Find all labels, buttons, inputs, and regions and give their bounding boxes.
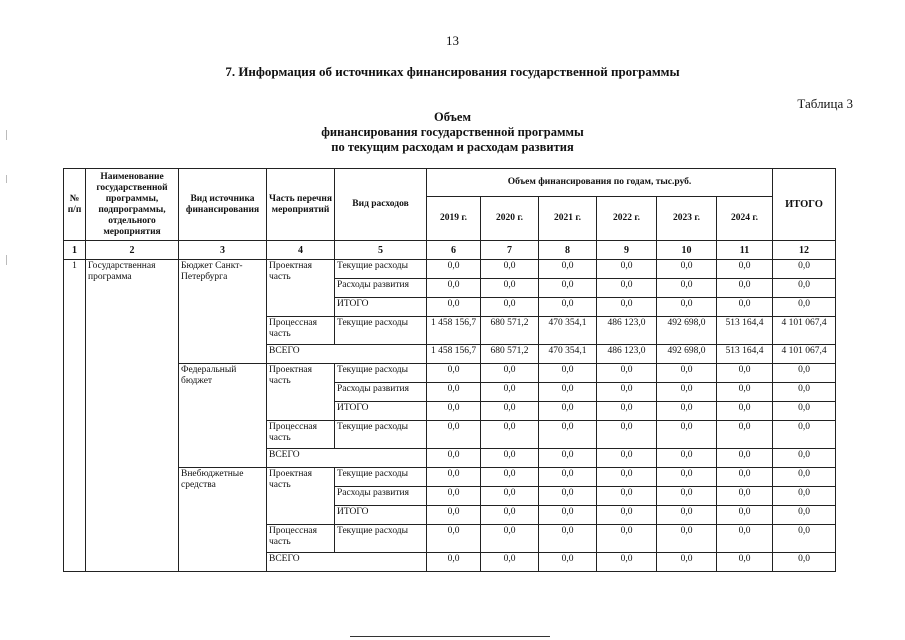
- total-cell: 0,0: [773, 468, 836, 487]
- value-cell: 492 698,0: [657, 345, 717, 364]
- value-cell: 0,0: [717, 449, 773, 468]
- part-label: Процессная часть: [267, 317, 335, 345]
- value-cell: 0,0: [427, 402, 481, 421]
- value-cell: 492 698,0: [657, 317, 717, 345]
- expense-type: Расходы развития: [335, 487, 427, 506]
- part-label: Проектная часть: [267, 260, 335, 317]
- column-number: 8: [539, 241, 597, 260]
- header-source: Вид источника финансирования: [179, 169, 267, 241]
- value-cell: 0,0: [597, 364, 657, 383]
- program-name: Государственная программа: [86, 260, 179, 572]
- value-cell: 0,0: [657, 449, 717, 468]
- value-cell: 0,0: [427, 279, 481, 298]
- expense-type: ИТОГО: [335, 298, 427, 317]
- total-cell: 0,0: [773, 487, 836, 506]
- column-number: 12: [773, 241, 836, 260]
- value-cell: 0,0: [657, 468, 717, 487]
- page-number: 13: [446, 33, 459, 48]
- value-cell: 0,0: [597, 402, 657, 421]
- column-number: 6: [427, 241, 481, 260]
- header-year: 2020 г.: [481, 197, 539, 241]
- header-program: Наименование государственной программы, подпрограммы, отдельного мероприятия: [86, 169, 179, 241]
- total-cell: 0,0: [773, 298, 836, 317]
- expense-type: Текущие расходы: [335, 364, 427, 383]
- vsego-label: ВСЕГО: [267, 449, 427, 468]
- value-cell: 0,0: [481, 487, 539, 506]
- column-number: 5: [335, 241, 427, 260]
- table-row: [64, 260, 836, 279]
- expense-type: ИТОГО: [335, 402, 427, 421]
- value-cell: 0,0: [427, 364, 481, 383]
- value-cell: 0,0: [539, 449, 597, 468]
- value-cell: 513 164,4: [717, 345, 773, 364]
- funding-source: Внебюджетные средства: [179, 468, 267, 572]
- value-cell: 0,0: [427, 449, 481, 468]
- table-title-line-1: Объем: [433, 110, 471, 124]
- margin-scan-mark: [6, 255, 7, 265]
- value-cell: 680 571,2: [481, 345, 539, 364]
- value-cell: 0,0: [539, 402, 597, 421]
- expense-type: Текущие расходы: [335, 317, 427, 345]
- total-cell: 0,0: [773, 553, 836, 572]
- table-title-line-3: по текущим расходам и расходам развития: [331, 140, 574, 154]
- part-label: Проектная часть: [267, 468, 335, 525]
- value-cell: 0,0: [657, 298, 717, 317]
- header-year: 2022 г.: [597, 197, 657, 241]
- value-cell: 0,0: [427, 487, 481, 506]
- value-cell: 680 571,2: [481, 317, 539, 345]
- value-cell: 0,0: [657, 279, 717, 298]
- value-cell: 0,0: [539, 279, 597, 298]
- value-cell: 0,0: [539, 383, 597, 402]
- expense-type: Расходы развития: [335, 383, 427, 402]
- expense-type: Текущие расходы: [335, 421, 427, 449]
- header-num: № п/п: [64, 169, 86, 241]
- value-cell: 0,0: [481, 402, 539, 421]
- vsego-label: ВСЕГО: [267, 553, 427, 572]
- column-number: 4: [267, 241, 335, 260]
- value-cell: 0,0: [427, 383, 481, 402]
- value-cell: 0,0: [597, 260, 657, 279]
- total-cell: 4 101 067,4: [773, 345, 836, 364]
- value-cell: 0,0: [717, 298, 773, 317]
- part-label: Проектная часть: [267, 364, 335, 421]
- funding-source: Федеральный бюджет: [179, 364, 267, 468]
- value-cell: 0,0: [657, 553, 717, 572]
- column-number: 1: [64, 241, 86, 260]
- total-cell: 0,0: [773, 383, 836, 402]
- value-cell: 0,0: [597, 298, 657, 317]
- header-year: 2021 г.: [539, 197, 597, 241]
- value-cell: 0,0: [427, 468, 481, 487]
- section-title: 7. Информация об источниках финансирования государственной программы: [225, 64, 680, 79]
- value-cell: 0,0: [657, 421, 717, 449]
- value-cell: 0,0: [539, 553, 597, 572]
- value-cell: 0,0: [597, 421, 657, 449]
- total-cell: 0,0: [773, 525, 836, 553]
- value-cell: 486 123,0: [597, 317, 657, 345]
- margin-scan-mark: [6, 175, 7, 183]
- margin-scan-mark: [6, 130, 7, 140]
- column-number: 2: [86, 241, 179, 260]
- value-cell: 0,0: [597, 506, 657, 525]
- value-cell: 0,0: [539, 298, 597, 317]
- header-total: ИТОГО: [773, 169, 836, 241]
- header-year: 2023 г.: [657, 197, 717, 241]
- value-cell: 0,0: [481, 279, 539, 298]
- column-number: 10: [657, 241, 717, 260]
- value-cell: 0,0: [539, 487, 597, 506]
- value-cell: 0,0: [481, 260, 539, 279]
- value-cell: 0,0: [427, 260, 481, 279]
- value-cell: 0,0: [539, 525, 597, 553]
- value-cell: 0,0: [657, 364, 717, 383]
- value-cell: 0,0: [657, 260, 717, 279]
- value-cell: 0,0: [597, 383, 657, 402]
- value-cell: 0,0: [539, 506, 597, 525]
- value-cell: 0,0: [717, 364, 773, 383]
- value-cell: 0,0: [539, 468, 597, 487]
- value-cell: 0,0: [717, 279, 773, 298]
- value-cell: 1 458 156,7: [427, 345, 481, 364]
- value-cell: 0,0: [481, 506, 539, 525]
- header-expense-type: Вид расходов: [335, 169, 427, 241]
- total-cell: 0,0: [773, 421, 836, 449]
- value-cell: 0,0: [481, 468, 539, 487]
- total-cell: 0,0: [773, 260, 836, 279]
- value-cell: 0,0: [539, 260, 597, 279]
- footer-line: [350, 636, 550, 637]
- value-cell: 0,0: [481, 364, 539, 383]
- value-cell: 486 123,0: [597, 345, 657, 364]
- expense-type: Расходы развития: [335, 279, 427, 298]
- header-volume: Объем финансирования по годам, тыс.руб.: [427, 169, 773, 197]
- value-cell: 0,0: [597, 279, 657, 298]
- value-cell: 0,0: [717, 468, 773, 487]
- table-row: [64, 468, 836, 487]
- financing-table: [63, 168, 836, 572]
- expense-type: ИТОГО: [335, 506, 427, 525]
- table-row: [64, 364, 836, 383]
- table-label: Таблица 3: [797, 96, 853, 111]
- expense-type: Текущие расходы: [335, 260, 427, 279]
- expense-type: Текущие расходы: [335, 525, 427, 553]
- value-cell: 0,0: [717, 506, 773, 525]
- column-number: 9: [597, 241, 657, 260]
- total-cell: 4 101 067,4: [773, 317, 836, 345]
- value-cell: 0,0: [539, 421, 597, 449]
- part-label: Процессная часть: [267, 525, 335, 553]
- value-cell: 0,0: [481, 298, 539, 317]
- value-cell: 0,0: [657, 402, 717, 421]
- value-cell: 0,0: [717, 553, 773, 572]
- row-number: 1: [64, 260, 86, 572]
- value-cell: 0,0: [717, 487, 773, 506]
- value-cell: 0,0: [427, 553, 481, 572]
- value-cell: 1 458 156,7: [427, 317, 481, 345]
- value-cell: 0,0: [717, 260, 773, 279]
- value-cell: 0,0: [717, 525, 773, 553]
- value-cell: 0,0: [597, 525, 657, 553]
- column-number: 7: [481, 241, 539, 260]
- value-cell: 0,0: [657, 506, 717, 525]
- value-cell: 0,0: [481, 525, 539, 553]
- total-cell: 0,0: [773, 449, 836, 468]
- value-cell: 0,0: [717, 383, 773, 402]
- value-cell: 0,0: [427, 525, 481, 553]
- total-cell: 0,0: [773, 364, 836, 383]
- header-year: 2024 г.: [717, 197, 773, 241]
- header-year: 2019 г.: [427, 197, 481, 241]
- value-cell: 0,0: [427, 421, 481, 449]
- value-cell: 0,0: [597, 449, 657, 468]
- value-cell: 0,0: [481, 449, 539, 468]
- value-cell: 470 354,1: [539, 345, 597, 364]
- value-cell: 0,0: [717, 402, 773, 421]
- expense-type: Текущие расходы: [335, 468, 427, 487]
- column-number: 3: [179, 241, 267, 260]
- value-cell: 0,0: [427, 298, 481, 317]
- value-cell: 0,0: [597, 487, 657, 506]
- total-cell: 0,0: [773, 506, 836, 525]
- total-cell: 0,0: [773, 402, 836, 421]
- table-body: [64, 260, 836, 572]
- value-cell: 0,0: [427, 506, 481, 525]
- vsego-label: ВСЕГО: [267, 345, 427, 364]
- value-cell: 0,0: [657, 487, 717, 506]
- value-cell: 0,0: [597, 468, 657, 487]
- value-cell: 0,0: [657, 383, 717, 402]
- header-part: Часть перечня мероприятий: [267, 169, 335, 241]
- value-cell: 0,0: [597, 553, 657, 572]
- column-number: 11: [717, 241, 773, 260]
- value-cell: 0,0: [717, 421, 773, 449]
- value-cell: 0,0: [481, 421, 539, 449]
- total-cell: 0,0: [773, 279, 836, 298]
- part-label: Процессная часть: [267, 421, 335, 449]
- value-cell: 0,0: [481, 383, 539, 402]
- value-cell: 0,0: [657, 525, 717, 553]
- value-cell: 470 354,1: [539, 317, 597, 345]
- funding-source: Бюджет Санкт-Петербурга: [179, 260, 267, 364]
- value-cell: 0,0: [481, 553, 539, 572]
- value-cell: 513 164,4: [717, 317, 773, 345]
- table-title-line-2: финансирования государственной программы: [321, 125, 584, 139]
- value-cell: 0,0: [539, 364, 597, 383]
